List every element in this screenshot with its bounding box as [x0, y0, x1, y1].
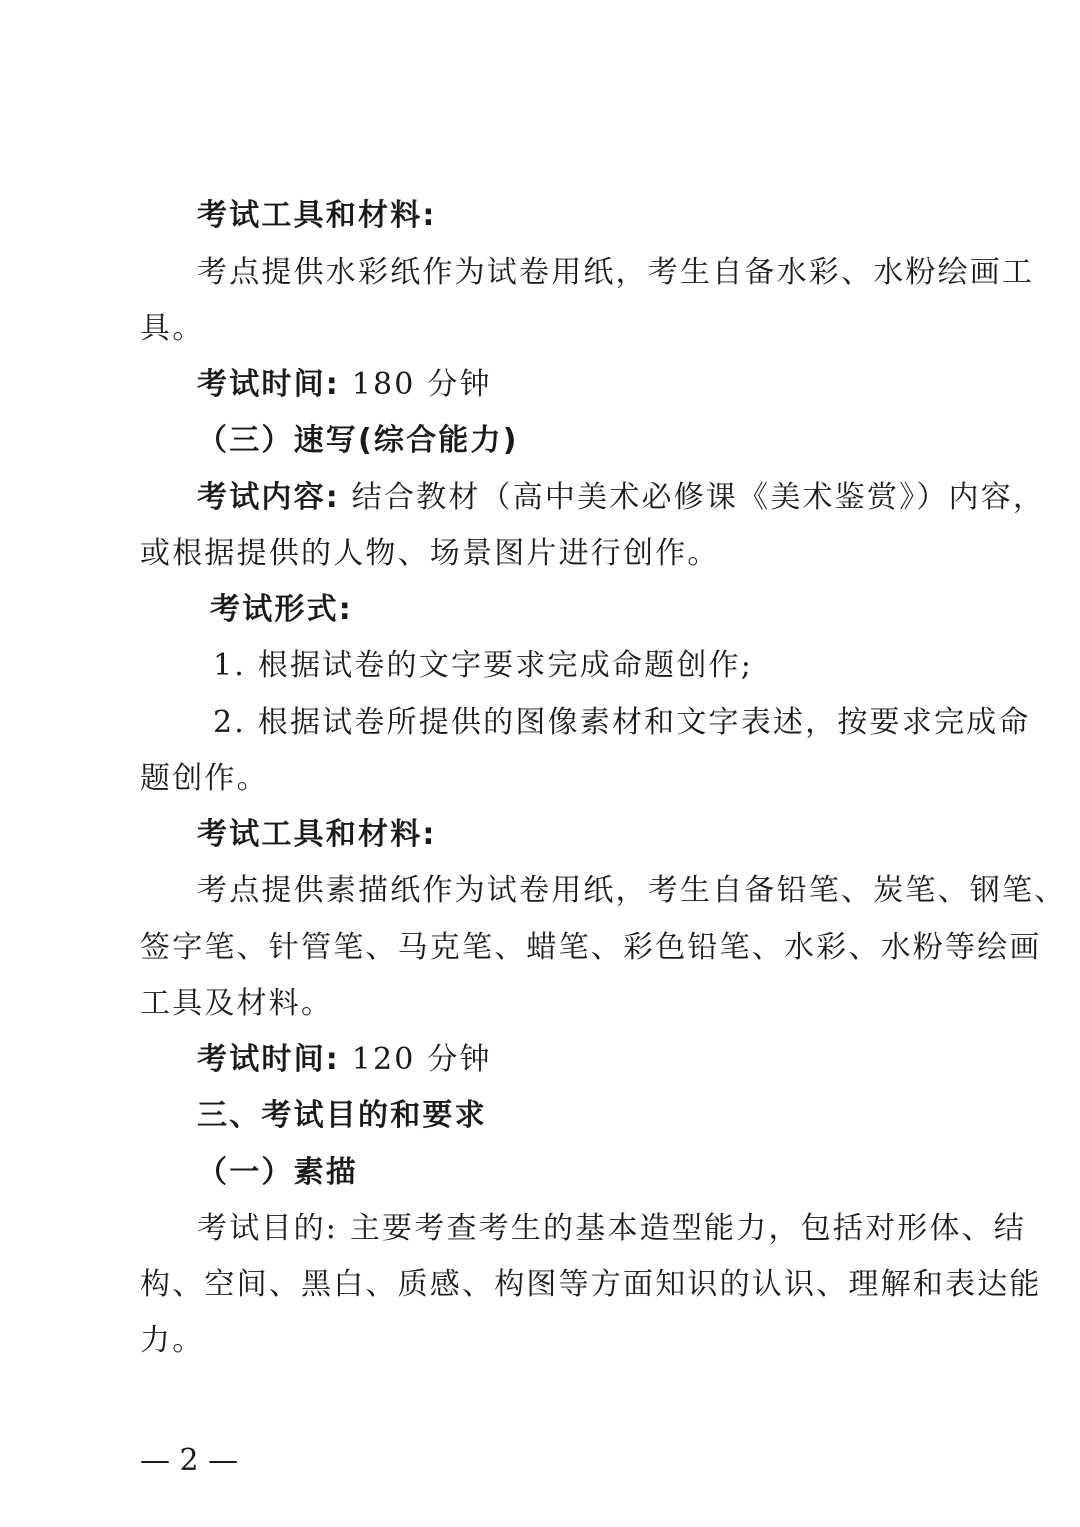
tools-heading-2: 考试工具和材料:: [197, 817, 437, 852]
tools-text-1-line1: 考点提供水彩纸作为试卷用纸，考生自备水彩、水粉绘画工: [197, 255, 1035, 290]
exam-form-item-2-line2: 题创作。: [140, 761, 269, 796]
tools-text-1-line2: 具。: [140, 311, 205, 346]
purpose-line1: 考试目的: 主要考查考生的基本造型能力，包括对形体、结: [197, 1211, 1027, 1246]
exam-time-1-value: 180 分钟: [340, 367, 492, 402]
exam-form-item-1: 1. 根据试卷的文字要求完成命题创作;: [213, 648, 754, 683]
exam-time-1-label: 考试时间:: [197, 367, 340, 402]
exam-time-2-label: 考试时间:: [197, 1042, 340, 1077]
tools-text-2-line1: 考点提供素描纸作为试卷用纸，考生自备铅笔、炭笔、钢笔、: [197, 873, 1067, 908]
exam-content-3-label: 考试内容:: [197, 480, 340, 515]
exam-content-3-line2: 或根据提供的人物、场景图片进行创作。: [140, 536, 720, 571]
page-number: — 2 —: [140, 1443, 239, 1478]
purpose-line3: 力。: [140, 1323, 205, 1358]
tools-text-2-line2: 签字笔、针管笔、马克笔、蜡笔、彩色铅笔、水彩、水粉等绘画: [140, 930, 1042, 965]
tools-text-2-line3: 工具及材料。: [140, 986, 334, 1021]
exam-content-3-line1: [197, 480, 1046, 516]
exam-time-2-value: 120 分钟: [340, 1042, 492, 1077]
exam-time-2: [197, 1042, 997, 1078]
subsection-3-title: （三）速写(综合能力): [197, 423, 519, 458]
tools-heading-1: 考试工具和材料:: [197, 198, 437, 233]
subsection-1-title: （一）素描: [197, 1155, 358, 1190]
exam-form-item-2-line1: 2. 根据试卷所提供的图像素材和文字表述，按要求完成命: [213, 705, 1031, 740]
purpose-line2: 构、空间、黑白、质感、构图等方面知识的认识、理解和表达能: [140, 1267, 1042, 1302]
section-3-title: 三、考试目的和要求: [197, 1098, 487, 1133]
exam-time-1: [197, 367, 997, 403]
exam-content-3-text: 结合教材（高中美术必修课《美术鉴赏》）内容，: [340, 480, 1046, 515]
exam-form-heading: 考试形式:: [210, 592, 353, 627]
